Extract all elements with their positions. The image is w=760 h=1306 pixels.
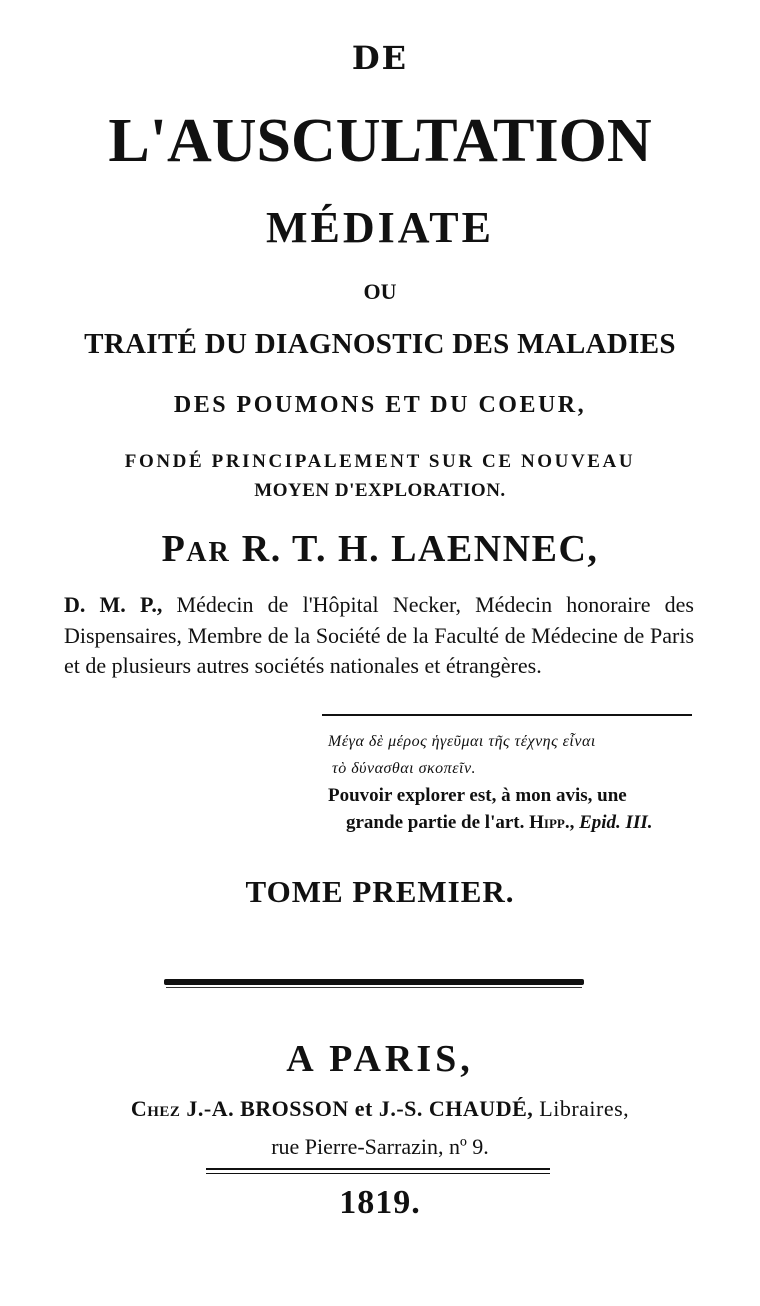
epigraph-french-line-2 [328,809,693,836]
subtitle-line-1: TRAITÉ DU DIAGNOSTIC DES MALADIES [84,328,676,360]
imprint-publishers: J.-A. BROSSON et J.-S. CHAUDÉ, [186,1096,534,1121]
epigraph [328,728,693,836]
imprint-publishers-line [0,1098,760,1120]
subtitle-line-2: DES POUMONS ET DU COEUR, [173,392,587,418]
author-credentials [64,590,694,682]
thick-divider-underline [166,987,582,988]
epigraph-epid: Epid. III. [579,812,653,833]
credentials-dmp: D. M. P., [64,592,163,617]
subtitle-line-3: FONDÉ PRINCIPALEMENT SUR CE NOUVEAU [124,451,636,472]
title-de: DE [351,39,409,77]
epigraph-french-text: grande partie de l'art. [346,812,525,833]
author-par-initial: P [161,528,187,570]
imprint-year: 1819. [339,1184,421,1221]
epigraph-hipp: Hipp., [529,812,575,833]
epigraph-greek-line-1: Μέγα δὲ μέρος ἡγεῦμαι τῆς τέχνης εἶναι [328,733,596,750]
imprint-rule-bottom [206,1173,550,1174]
subtitle-line-4: MOYEN D'EXPLORATION. [254,480,506,501]
title-mediate: MÉDIATE [266,203,494,252]
imprint-libraires: Libraires, [539,1096,630,1121]
author-name: R. T. H. LAENNEC, [241,528,599,570]
epigraph-french-line-1: Pouvoir explorer est, à mon avis, une [328,785,627,806]
main-title: L'AUSCULTATION [108,107,652,175]
author-line [0,530,760,568]
imprint-address: rue Pierre-Sarrazin, nº 9. [271,1134,489,1159]
epigraph-greek-line-2: τὸ δύνασθαι σκοπεῖν. [332,760,477,777]
epigraph-rule [322,714,692,716]
credentials-text: Médecin de l'Hôpital Necker, Médecin honoraire des Dispensaires, Membre de la Société de la Faculté de Médecine de Paris et de plusieurs autres sociétés nationales et étrangères. [64,592,694,678]
title-ou: OU [363,279,397,304]
imprint-city: A PARIS, [286,1038,474,1080]
imprint-rule-top [206,1168,550,1170]
volume-tome: TOME PREMIER. [245,874,515,909]
author-par-rest: AR [186,537,231,568]
thick-divider-rule [164,979,584,985]
imprint-chez: Chez [130,1096,181,1121]
